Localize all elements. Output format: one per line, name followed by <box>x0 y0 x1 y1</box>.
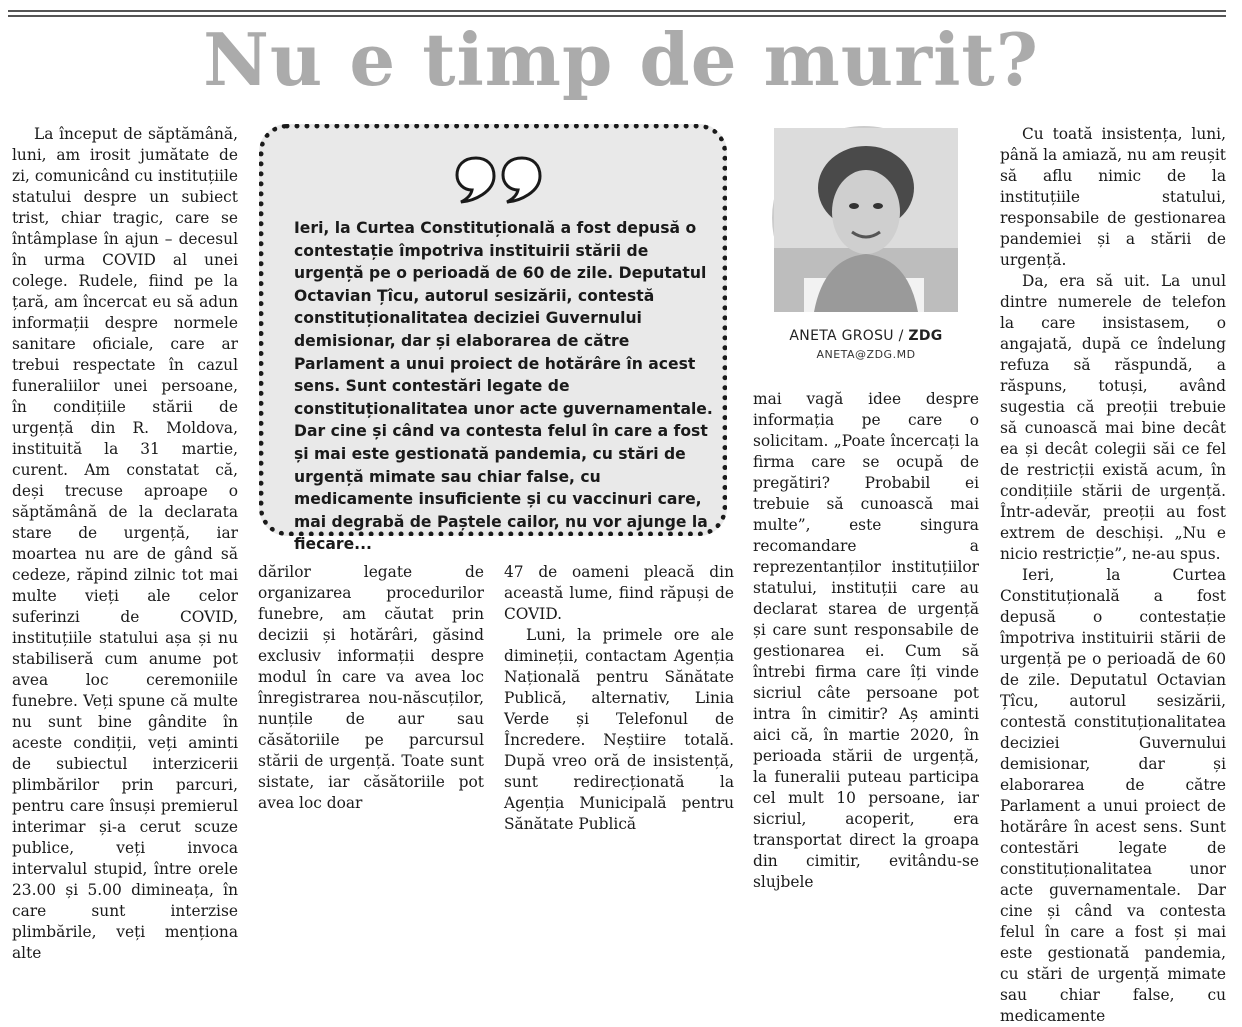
author-email[interactable]: ANETA@ZDG.MD <box>816 348 916 361</box>
article-column-3 <box>504 562 734 833</box>
pull-quote-text: Ieri, la Curtea Constituțională a fost depusă o contestație împotriva instituirii stării de urgență pe o perioadă de 60 de zile. Deputatul Octavian Țîcu, autorul sesizării, contestă constituționalitatea deciziei Guvernului demisionar, dar și elaborarea de către Parlament a unui proiect de hotărâre în acest sens. Sunt contestări legate de constituționalitatea unor acte guvernamentale. Dar cine și când va contesta felul în care a fost și mai este gestionată pandemia, cu stări de urgență mimate sau chiar false, cu medicamente insuficiente și cu vaccinuri care, mai degrabă de Paștele cailor, nu vor ajunge la fiecare... <box>294 219 713 554</box>
pull-quote-box <box>259 124 727 554</box>
publication-name: ZDG <box>908 328 943 344</box>
paragraph: mai vagă idee despre informația pe care o solicitam. „Poate încercați la firma care se ocupă de pregătiri? Probabil ei trebuie să cunoască mai multe”, este singura recomandare a reprezentanților instituțiilor statului, instituții care au declarat starea de urgență și care sunt responsabile de gestionarea ei. Cum să întrebi firma care îți vinde sicriul câte persoane pot intra în cimitir? Aș aminti aici că, în martie 2020, în perioada stării de urgență, la funeralii puteau participa cel mult 10 persoane, iar sicriul, acoperit, era transportat direct la groapa din cimitir, evitându-se slujbele <box>753 390 979 891</box>
paragraph: Cu toată insistența, luni, până la amiază, nu am reușit să aflu nimic de la instituțiile statului, responsabile de gestionarea pandemiei și a stării de urgență. <box>1000 125 1226 269</box>
paragraph: Ieri, la Curtea Constituțională a fost depusă o contestație împotriva instituirii stării de urgență pe o perioadă de 60 de zile. Deputatul Octavian Țîcu, autorul sesizării, contestă constituționalitatea deciziei Guvernului demisionar, dar și elaborarea de către Parlament a unui proiect de hotărâre în acest sens. Sunt contestări legate de constituționalitatea unor acte guvernamentale. Dar cine și când va contesta felul în care a fost și mai este gestionată pandemia, cu stări de urgență mimate sau chiar false, cu medicamente <box>1000 566 1226 1025</box>
paragraph: La început de săptămână, luni, am irosit jumătate de zi, comunicând cu instituțiile statului despre un subiect trist, chiar tragic, care se întâmplase în ajun – decesul în urma COVID al unei colege. Rudele, fiind pe la țară, am încercat eu să adun informații despre normele sanitare oficiale, care ar trebui respectate în cazul funeraliilor unei persoane, în condițiile stării de urgență din R. Moldova, instituită la 31 martie, curent. Am constatat că, deși trecuse aproape o săptămână de la declarata stare de urgență, iar moartea nu are de gând să cedeze, răpind zilnic tot mai multe vieți ale celor suferinzi de COVID, instituțiile statului așa și nu stabiliseră cum anume pot avea loc ceremoniile funebre. Veți spune că multe nu sunt bine gândite în aceste condiții, veți aminti de subiectul interzicerii plimbărilor prin parcuri, pentru care însuși premierul interimar și-a cerut scuze publice, veți invoca intervalul stupid, între orele 23.00 și 5.00 dimineața, în care sunt interzise plimbările, veți menționa alte <box>12 125 238 962</box>
article-column-2 <box>258 562 484 812</box>
article-column-5 <box>1000 124 1226 1025</box>
quote-marks-icon <box>454 154 546 206</box>
paragraph: Luni, la primele ore ale dimineții, contactam Agenția Națională pentru Sănătate Publică, alternativ, Linia Verde și Telefonul de Încredere. Neștiire totală. După vreo oră de insistență, sunt redirecționată la Agenția Municipală pentru Sănătate Publică <box>504 626 734 833</box>
author-portrait <box>772 126 956 310</box>
article-title: Nu e timp de murit? <box>203 17 1039 102</box>
article-column-1 <box>12 124 238 962</box>
article-column-4 <box>753 389 979 891</box>
paragraph: dărilor legate de organizarea procedurilor funebre, am căutat prin decizii și hotărâri, găsind exclusiv informații despre modul în care va avea loc înregistrarea nou-născuților, nunțile de aur sau căsătoriile pe parcursul stării de urgență. Toate sunt sistate, iar căsătoriile pot avea loc doar <box>258 563 484 812</box>
byline-separator: / <box>898 328 904 344</box>
paragraph: Da, era să uit. La unul dintre numerele de telefon la care insistasem, o angajată, după ce îndelung refuza să răspundă, a răspuns, totuși, având sugestia că preoții trebuie să cunoască mai bine decât ea și decât colegii săi ce fel de restricții există acum, în condițiile stării de urgență. Într-adevăr, preoții au fost extrem de deschiși. „Nu e nicio restricție”, ne-au spus. <box>1000 272 1226 563</box>
top-rule-1 <box>8 10 1226 12</box>
paragraph: 47 de oameni pleacă din această lume, fiind răpuși de COVID. <box>504 563 734 623</box>
author-name: ANETA GROSU <box>789 328 894 344</box>
author-byline <box>753 328 979 344</box>
